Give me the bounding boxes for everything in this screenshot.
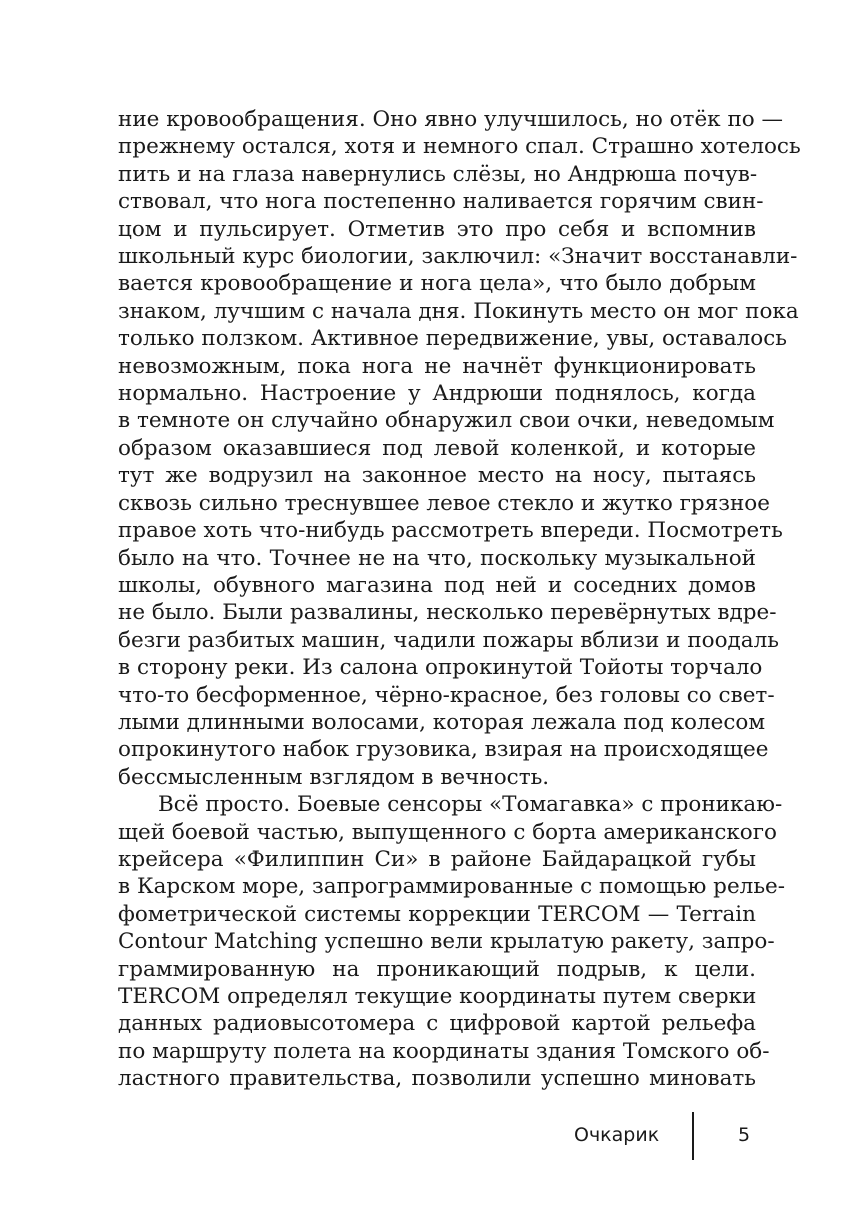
text-line: в Карском море, запрограммированные с помощью релье- [118, 874, 786, 900]
text-line: сквозь сильно треснувшее левое стекло и жутко грязное [118, 490, 770, 516]
paragraph-2 [118, 791, 786, 1092]
text-line: правое хоть что-нибудь рассмотреть впереди. Посмотреть [118, 518, 783, 544]
paragraph-1 [118, 106, 801, 791]
text-line: не было. Были развалины, несколько перевёрнутых вдре- [118, 600, 777, 626]
text-line: данных радиовысотомера с цифровой картой рельефа [118, 1011, 756, 1037]
text-line: опрокинутого набок грузовика, взирая на происходящее [118, 737, 769, 763]
footer-divider [692, 1112, 694, 1160]
text-line: по маршруту полета на координаты здания Томского об- [118, 1038, 770, 1064]
text-line: знаком, лучшим с начала дня. Покинуть место он мог пока [118, 298, 799, 324]
text-line: образом оказавшиеся под левой коленкой, и которые [118, 435, 756, 461]
text-line: было на что. Точнее не на что, поскольку музыкальной [118, 545, 756, 571]
text-line: только ползком. Активное передвижение, увы, оставалось [118, 326, 787, 352]
running-title: Очкарик [574, 1124, 660, 1146]
text-line: тут же водрузил на законное место на носу, пытаясь [118, 463, 756, 489]
page-footer [0, 1112, 856, 1160]
body-text [118, 106, 801, 1093]
text-line: школы, обувного магазина под ней и соседних домов [118, 572, 756, 598]
text-line: школьный курс биологии, заключил: «Значит восстанавли- [118, 244, 798, 270]
text-line: TERCOM определял текущие координаты путем сверки [118, 984, 757, 1009]
text-line: цом и пульсирует. Отметив это про себя и вспомнив [118, 216, 756, 242]
text-line: пить и на глаза навернулись слёзы, но Андрюша почув- [118, 161, 758, 187]
text-line: невозможным, пока нога не начнёт функционировать [118, 353, 756, 379]
text-line: вается кровообращение и нога цела», что было добрым [118, 271, 756, 297]
text-line: что-то бесформенное, чёрно-красное, без головы со свет- [118, 682, 775, 708]
text-line: в сторону реки. Из салона опрокинутой Тойоты торчало [118, 655, 763, 681]
text-line: прежнему остался, хотя и немного спал. Страшно хотелось [118, 134, 801, 160]
text-line: ластного правительства, позволили успешно миновать [118, 1066, 756, 1092]
text-line: ствовал, что нога постепенно наливается горячим свин- [118, 189, 764, 215]
text-line: фометрической системы коррекции TERCOM — Terrain [118, 901, 756, 927]
text-line: граммированную на проникающий подрыв, к цели. [118, 956, 756, 982]
text-line: Contour Matching успешно вели крылатую ракету, запро- [118, 929, 775, 955]
text-line: крейсера «Филиппин Си» в районе Байдарацкой губы [118, 846, 756, 872]
text-line: в темноте он случайно обнаружил свои очки, неведомым [118, 408, 775, 434]
text-line: Всё просто. Боевые сенсоры «Томагавка» с проникаю- [158, 792, 783, 818]
page-number: 5 [738, 1124, 751, 1146]
text-line: щей боевой частью, выпущенного с борта американского [118, 819, 777, 845]
text-line: безги разбитых машин, чадили пожары вблизи и поодаль [118, 627, 779, 653]
text-line: нормально. Настроение у Андрюши поднялось, когда [118, 381, 756, 407]
text-line: ние кровообращения. Оно явно улучшилось, но отёк по — [118, 107, 784, 132]
text-line: лыми длинными волосами, которая лежала под колесом [118, 709, 766, 735]
text-line: бессмысленным взглядом в вечность. [118, 764, 550, 790]
